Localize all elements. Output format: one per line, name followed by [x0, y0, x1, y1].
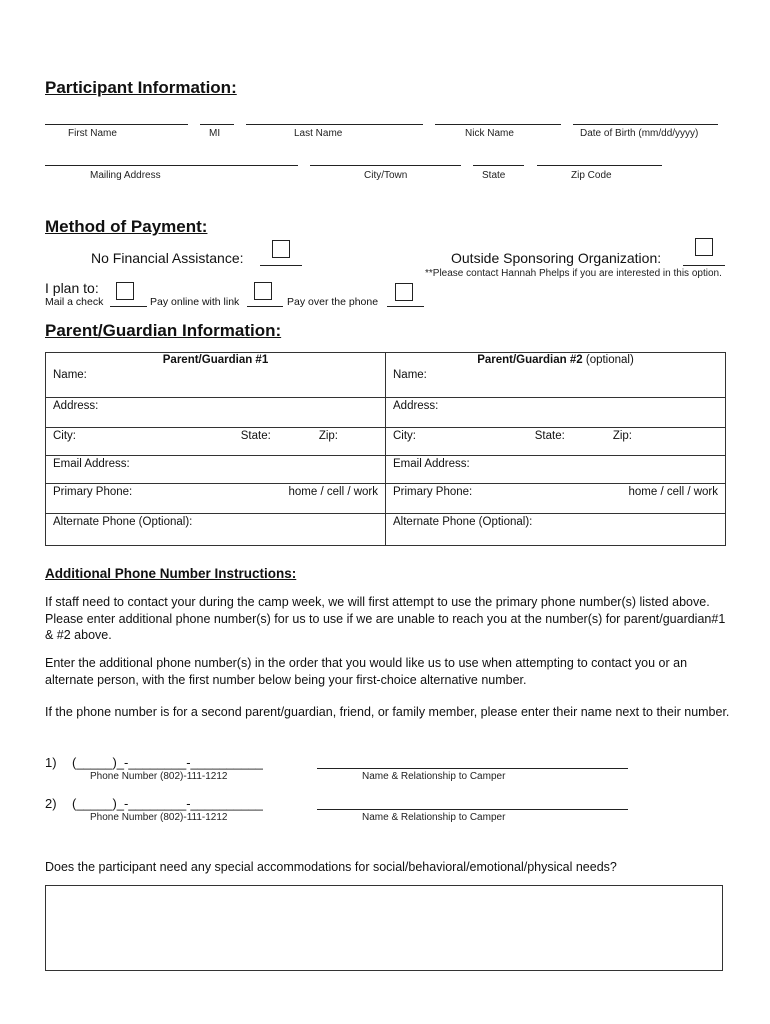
entry2-number: 2)	[45, 796, 57, 811]
mi-field[interactable]	[200, 124, 234, 125]
guardian2-phone-type[interactable]: home / cell / work	[628, 485, 718, 498]
guardian1-alt-phone-label: Alternate Phone (Optional):	[53, 515, 193, 528]
entry1-phone-caption: Phone Number (802)-111-1212	[90, 771, 228, 782]
no-financial-checkbox[interactable]	[272, 240, 290, 258]
guardian1-address-cell[interactable]	[46, 397, 386, 427]
guardian1-zip-label: Zip:	[318, 429, 338, 442]
accommodations-question: Does the participant need any special accommodations for social/behavioral/emotional/physical needs?	[45, 860, 617, 874]
guardian2-zip-label: Zip:	[612, 429, 632, 442]
mailing-address-field[interactable]	[45, 165, 298, 166]
guardian1-alt-phone-cell[interactable]	[46, 513, 386, 545]
entry2-phone-field[interactable]: (_____)_-________-__________	[72, 796, 263, 811]
zip-code-caption: Zip Code	[571, 170, 612, 181]
pay-online-checkbox[interactable]	[254, 282, 272, 300]
payment-section-title: Method of Payment:	[45, 217, 208, 236]
last-name-caption: Last Name	[294, 128, 343, 139]
first-name-caption: First Name	[68, 128, 117, 139]
pay-phone-label: Pay over the phone	[287, 296, 379, 308]
pay-online-label: Pay online with link	[150, 296, 240, 308]
zip-code-field[interactable]	[537, 165, 662, 166]
guardian1-phone-type[interactable]: home / cell / work	[288, 485, 378, 498]
no-financial-label: No Financial Assistance:	[91, 250, 244, 266]
mail-check-checkbox[interactable]	[116, 282, 134, 300]
last-name-field[interactable]	[246, 124, 423, 125]
entry2-phone-caption: Phone Number (802)-111-1212	[90, 812, 228, 823]
first-name-field[interactable]	[45, 124, 188, 125]
entry1-number: 1)	[45, 755, 57, 770]
accommodations-textarea[interactable]	[45, 885, 723, 971]
guardian1-primary-phone-label: Primary Phone:	[53, 485, 133, 498]
instructions-para2: Enter the additional phone number(s) in the order that you would like us to use when attempting to contact you or an alternate person, with the first number below being your first-choice alternative number.	[45, 656, 688, 687]
mail-check-label: Mail a check	[45, 296, 104, 308]
guardian1-name-cell[interactable]	[46, 367, 386, 397]
guardian2-email-cell[interactable]	[386, 455, 726, 483]
guardian2-name-label: Name:	[393, 369, 427, 381]
guardian2-primary-phone-label: Primary Phone:	[393, 485, 473, 498]
outside-sponsor-checkbox[interactable]	[695, 238, 713, 256]
guardian2-city-label: City:	[393, 429, 416, 442]
entry2-name-caption: Name & Relationship to Camper	[362, 812, 506, 823]
dob-caption: Date of Birth (mm/dd/yyyy)	[580, 128, 699, 139]
guardian1-primary-phone-cell[interactable]	[46, 483, 386, 513]
guardian2-city-cell[interactable]	[386, 427, 726, 455]
guardian2-name-cell[interactable]	[386, 367, 726, 397]
mailing-address-caption: Mailing Address	[90, 170, 161, 181]
city-town-field[interactable]	[310, 165, 461, 166]
guardian-table	[45, 352, 726, 546]
instructions-title: Additional Phone Number Instructions:	[45, 566, 297, 581]
guardian2-primary-phone-cell[interactable]	[386, 483, 726, 513]
state-caption: State	[482, 170, 506, 181]
instructions-para1: If staff need to contact your during the camp week, we will first attempt to use the primary phone number(s) listed above. Please enter additional phone number(s) for us to use if we are unable to reach you at the number(s) for parent/guardian#1 & #2 above.	[45, 595, 726, 642]
pay-phone-underline	[387, 306, 424, 307]
guardian1-state-label: State:	[240, 429, 271, 442]
guardian2-address-label: Address:	[393, 399, 439, 412]
guardian1-city-label: City:	[53, 429, 76, 442]
guardian1-header: Parent/Guardian #1	[46, 353, 386, 368]
outside-sponsor-label: Outside Sponsoring Organization:	[451, 250, 662, 266]
guardian2-alt-phone-label: Alternate Phone (Optional):	[393, 515, 533, 528]
guardian1-address-label: Address:	[53, 399, 99, 412]
entry1-name-caption: Name & Relationship to Camper	[362, 771, 506, 782]
guardian2-alt-phone-cell[interactable]	[386, 513, 726, 545]
guardian1-city-cell[interactable]	[46, 427, 386, 455]
sponsor-note: **Please contact Hannah Phelps if you are interested in this option.	[425, 268, 722, 279]
guardian1-email-label: Email Address:	[53, 457, 130, 470]
plan-to-label: I plan to:	[45, 280, 99, 296]
guardian2-email-label: Email Address:	[393, 457, 470, 470]
pay-phone-checkbox[interactable]	[395, 283, 413, 301]
guardian-section-title: Parent/Guardian Information:	[45, 321, 282, 340]
guardian2-state-label: State:	[534, 429, 565, 442]
city-town-caption: City/Town	[364, 170, 408, 181]
mail-check-underline	[110, 306, 147, 307]
instructions-para3: If the phone number is for a second parent/guardian, friend, or family member, please enter their name next to their number.	[45, 705, 730, 719]
no-financial-underline	[260, 265, 302, 266]
entry2-name-field[interactable]	[317, 809, 628, 810]
pay-online-underline	[247, 306, 283, 307]
entry1-phone-field[interactable]: (_____)_-________-__________	[72, 755, 263, 770]
guardian1-email-cell[interactable]	[46, 455, 386, 483]
guardian2-header: Parent/Guardian #2 (optional)	[386, 353, 726, 368]
nick-name-caption: Nick Name	[465, 128, 514, 139]
guardian2-address-cell[interactable]	[386, 397, 726, 427]
guardian1-name-label: Name:	[53, 369, 87, 381]
guardian2-optional: (optional)	[585, 354, 634, 366]
state-field[interactable]	[473, 165, 524, 166]
dob-field[interactable]	[573, 124, 718, 125]
participant-section-title: Participant Information:	[45, 78, 237, 97]
entry1-name-field[interactable]	[317, 768, 628, 769]
outside-sponsor-underline	[683, 265, 725, 266]
nick-name-field[interactable]	[435, 124, 561, 125]
mi-caption: MI	[209, 128, 221, 139]
